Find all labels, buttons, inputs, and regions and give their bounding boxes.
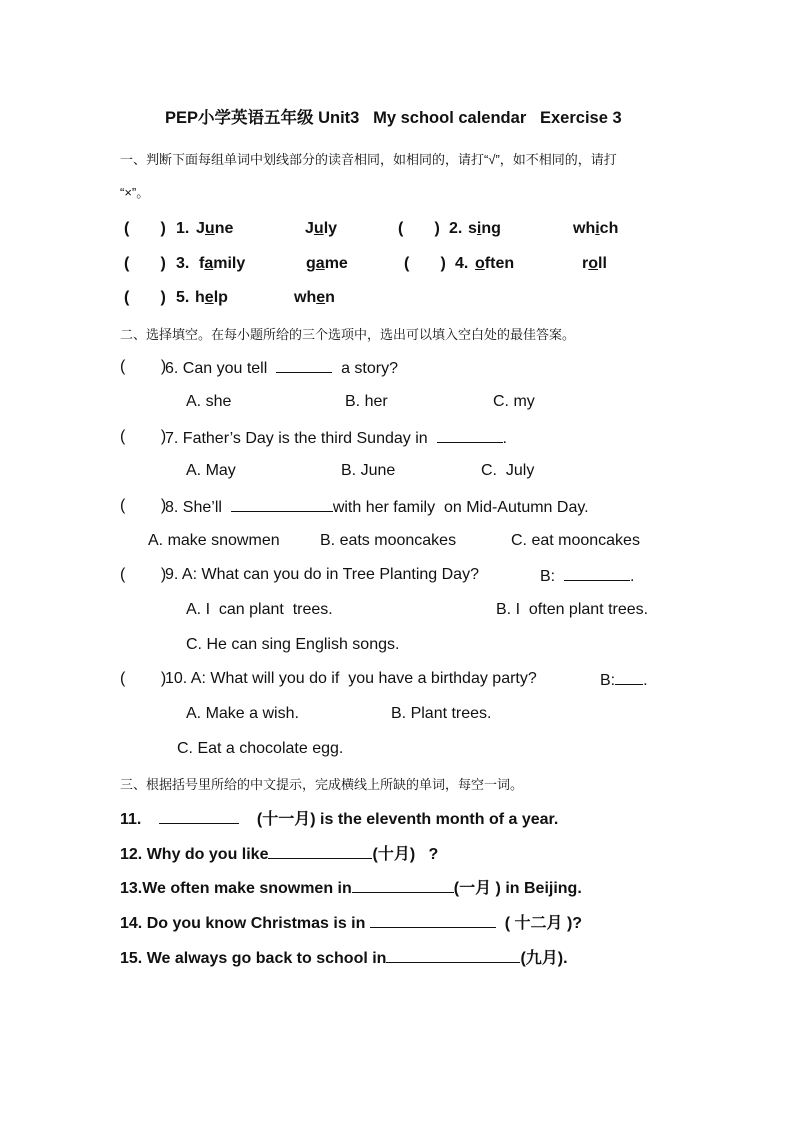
q5-word1: help [195, 289, 228, 306]
section3-heading: 三、根据括号里所给的中文提示，完成横线上所缺的单词，每空一词。 [120, 777, 524, 792]
q9-option-a[interactable]: A. I can plant trees. [186, 601, 333, 618]
q2-word2: which [573, 220, 619, 237]
q15-blank[interactable] [386, 947, 520, 963]
q4-word2: roll [582, 255, 607, 272]
q6-blank[interactable] [276, 357, 332, 373]
q10-blank[interactable] [615, 669, 643, 685]
q9-answer-area: B: . [540, 565, 634, 587]
q2-answer-paren[interactable]: ( ) [398, 220, 440, 237]
q5-word2: when [294, 289, 335, 306]
q2-number: 2. [449, 220, 463, 237]
q5-number: 5. [176, 289, 190, 306]
q4-word1: often [475, 255, 515, 272]
q7-option-a[interactable]: A. May [186, 462, 236, 479]
q12-line: 12. Why do you like (十月) ? [120, 843, 438, 865]
section1-heading-line1: 一、判断下面每组单词中划线部分的读音相同，如相同的，请打“√”，如不相同的，请打 [120, 152, 617, 167]
q7-blank[interactable] [437, 427, 503, 443]
q8-option-c[interactable]: C. eat mooncakes [511, 532, 640, 549]
q10-answer-area: B: . [600, 669, 648, 691]
q11-blank[interactable] [159, 808, 239, 824]
q4-number: 4. [455, 255, 469, 272]
q6-option-a[interactable]: A. she [186, 393, 232, 410]
q8-stem: 8. She’ll with her family on Mid-Autumn Day. [165, 496, 589, 518]
q8-blank[interactable] [231, 496, 333, 512]
q1-word1: June [196, 220, 234, 237]
q9-stem: 9. A: What can you do in Tree Planting Day? [165, 566, 479, 583]
q8-option-a[interactable]: A. make snowmen [148, 532, 280, 549]
page-title: PEP小学英语五年级 Unit3 My school calendar Exercise 3 [165, 109, 622, 127]
q2-word1: sing [468, 220, 501, 237]
q6-option-c[interactable]: C. my [493, 393, 535, 410]
q5-answer-paren[interactable]: ( ) [124, 289, 166, 306]
q14-blank[interactable] [370, 912, 496, 928]
q10-option-b[interactable]: B. Plant trees. [391, 705, 492, 722]
q3-number: 3. [176, 255, 190, 272]
q7-option-c[interactable]: C. July [481, 462, 535, 479]
q10-answer-paren[interactable]: ( ) [120, 670, 167, 687]
q1-word2: July [305, 220, 338, 237]
q6-stem: 6. Can you tell a story? [165, 357, 398, 379]
q10-option-a[interactable]: A. Make a wish. [186, 705, 299, 722]
q10-option-c[interactable]: C. Eat a chocolate egg. [177, 740, 344, 757]
q9-answer-paren[interactable]: ( ) [120, 566, 167, 583]
q11-line: 11. (十一月) is the eleventh month of a year. [120, 808, 558, 830]
q10-stem: 10. A: What will you do if you have a birthday party? [165, 670, 537, 687]
q12-blank[interactable] [268, 843, 372, 859]
q13-blank[interactable] [352, 877, 454, 893]
q3-answer-paren[interactable]: ( ) [124, 255, 166, 272]
q9-option-c[interactable]: C. He can sing English songs. [186, 636, 400, 653]
q14-line: 14. Do you know Christmas is in ( 十二月 )? [120, 912, 582, 934]
section1-heading-line2: “×”。 [120, 185, 150, 200]
q7-option-b[interactable]: B. June [341, 462, 396, 479]
q8-option-b[interactable]: B. eats mooncakes [320, 532, 457, 549]
q1-number: 1. [176, 220, 190, 237]
q7-stem: 7. Father’s Day is the third Sunday in . [165, 427, 507, 449]
q1-answer-paren[interactable]: ( ) [124, 220, 166, 237]
q7-answer-paren[interactable]: ( ) [120, 428, 167, 445]
q9-blank[interactable] [564, 565, 630, 581]
q6-option-b[interactable]: B. her [345, 393, 388, 410]
q4-answer-paren[interactable]: ( ) [404, 255, 446, 272]
q3-word1: family [199, 255, 246, 272]
q9-option-b[interactable]: B. I often plant trees. [496, 601, 649, 618]
q3-word2: game [306, 255, 348, 272]
q8-answer-paren[interactable]: ( ) [120, 497, 167, 514]
section2-heading: 二、选择填空。在每小题所给的三个选项中，选出可以填入空白处的最佳答案。 [120, 327, 576, 342]
q6-answer-paren[interactable]: ( ) [120, 358, 167, 375]
q15-line: 15. We always go back to school in (九月). [120, 947, 568, 969]
q13-line: 13.We often make snowmen in (一月 ) in Beijing. [120, 877, 582, 899]
